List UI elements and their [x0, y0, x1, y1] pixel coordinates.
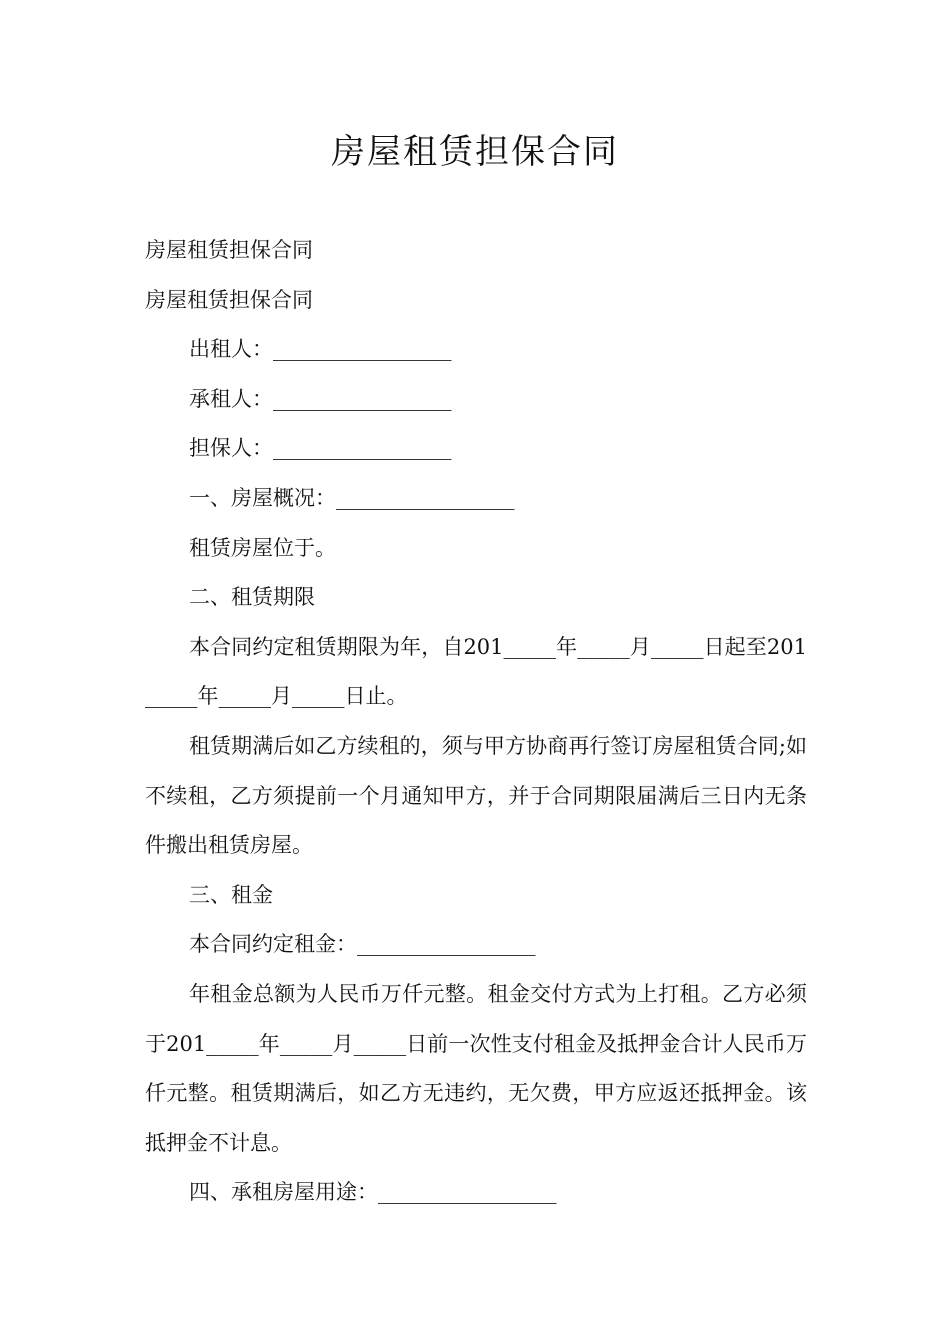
section-heading-rent: 三、租金 — [189, 882, 273, 907]
document-title: 房屋租赁担保合同 — [331, 132, 619, 172]
subtitle-line: 房屋租赁担保合同 — [145, 238, 313, 262]
lessee-field: 承租人：_________________ — [189, 386, 452, 411]
section-heading-property: 一、房屋概况：_________________ — [189, 485, 515, 510]
lessor-field: 出租人：_________________ — [189, 337, 452, 362]
subtitle-line: 房屋租赁担保合同 — [145, 287, 313, 312]
paragraph: 租赁房屋位于。 — [189, 535, 336, 560]
paragraph: 租赁期满后如乙方续租的，须与甲方协商再行签订房屋租赁合同;如不续租，乙方须提前一个月通知甲方，并于合同期限届满后三日内无条件搬出租赁房屋。 — [145, 733, 807, 858]
section-heading-term: 二、租赁期限 — [189, 585, 315, 610]
rent-field: 本合同约定租金：_________________ — [189, 932, 536, 957]
paragraph: 年租金总额为人民币万仟元整。租金交付方式为上打租。乙方必须于201_____年_____月_____日前一次性支付租金及抵押金合计人民币万仟元整。租赁期满后，如乙方无违约，无欠费，甲方应返还抵押金。该抵押金不计息。 — [145, 981, 807, 1155]
guarantor-field: 担保人：_________________ — [189, 436, 452, 461]
document-body — [145, 226, 807, 1218]
section-heading-usage: 四、承租房屋用途：_________________ — [189, 1180, 557, 1205]
paragraph: 本合同约定租赁期限为年，自201_____年_____月_____日起至201_____年_____月_____日止。 — [145, 634, 807, 709]
